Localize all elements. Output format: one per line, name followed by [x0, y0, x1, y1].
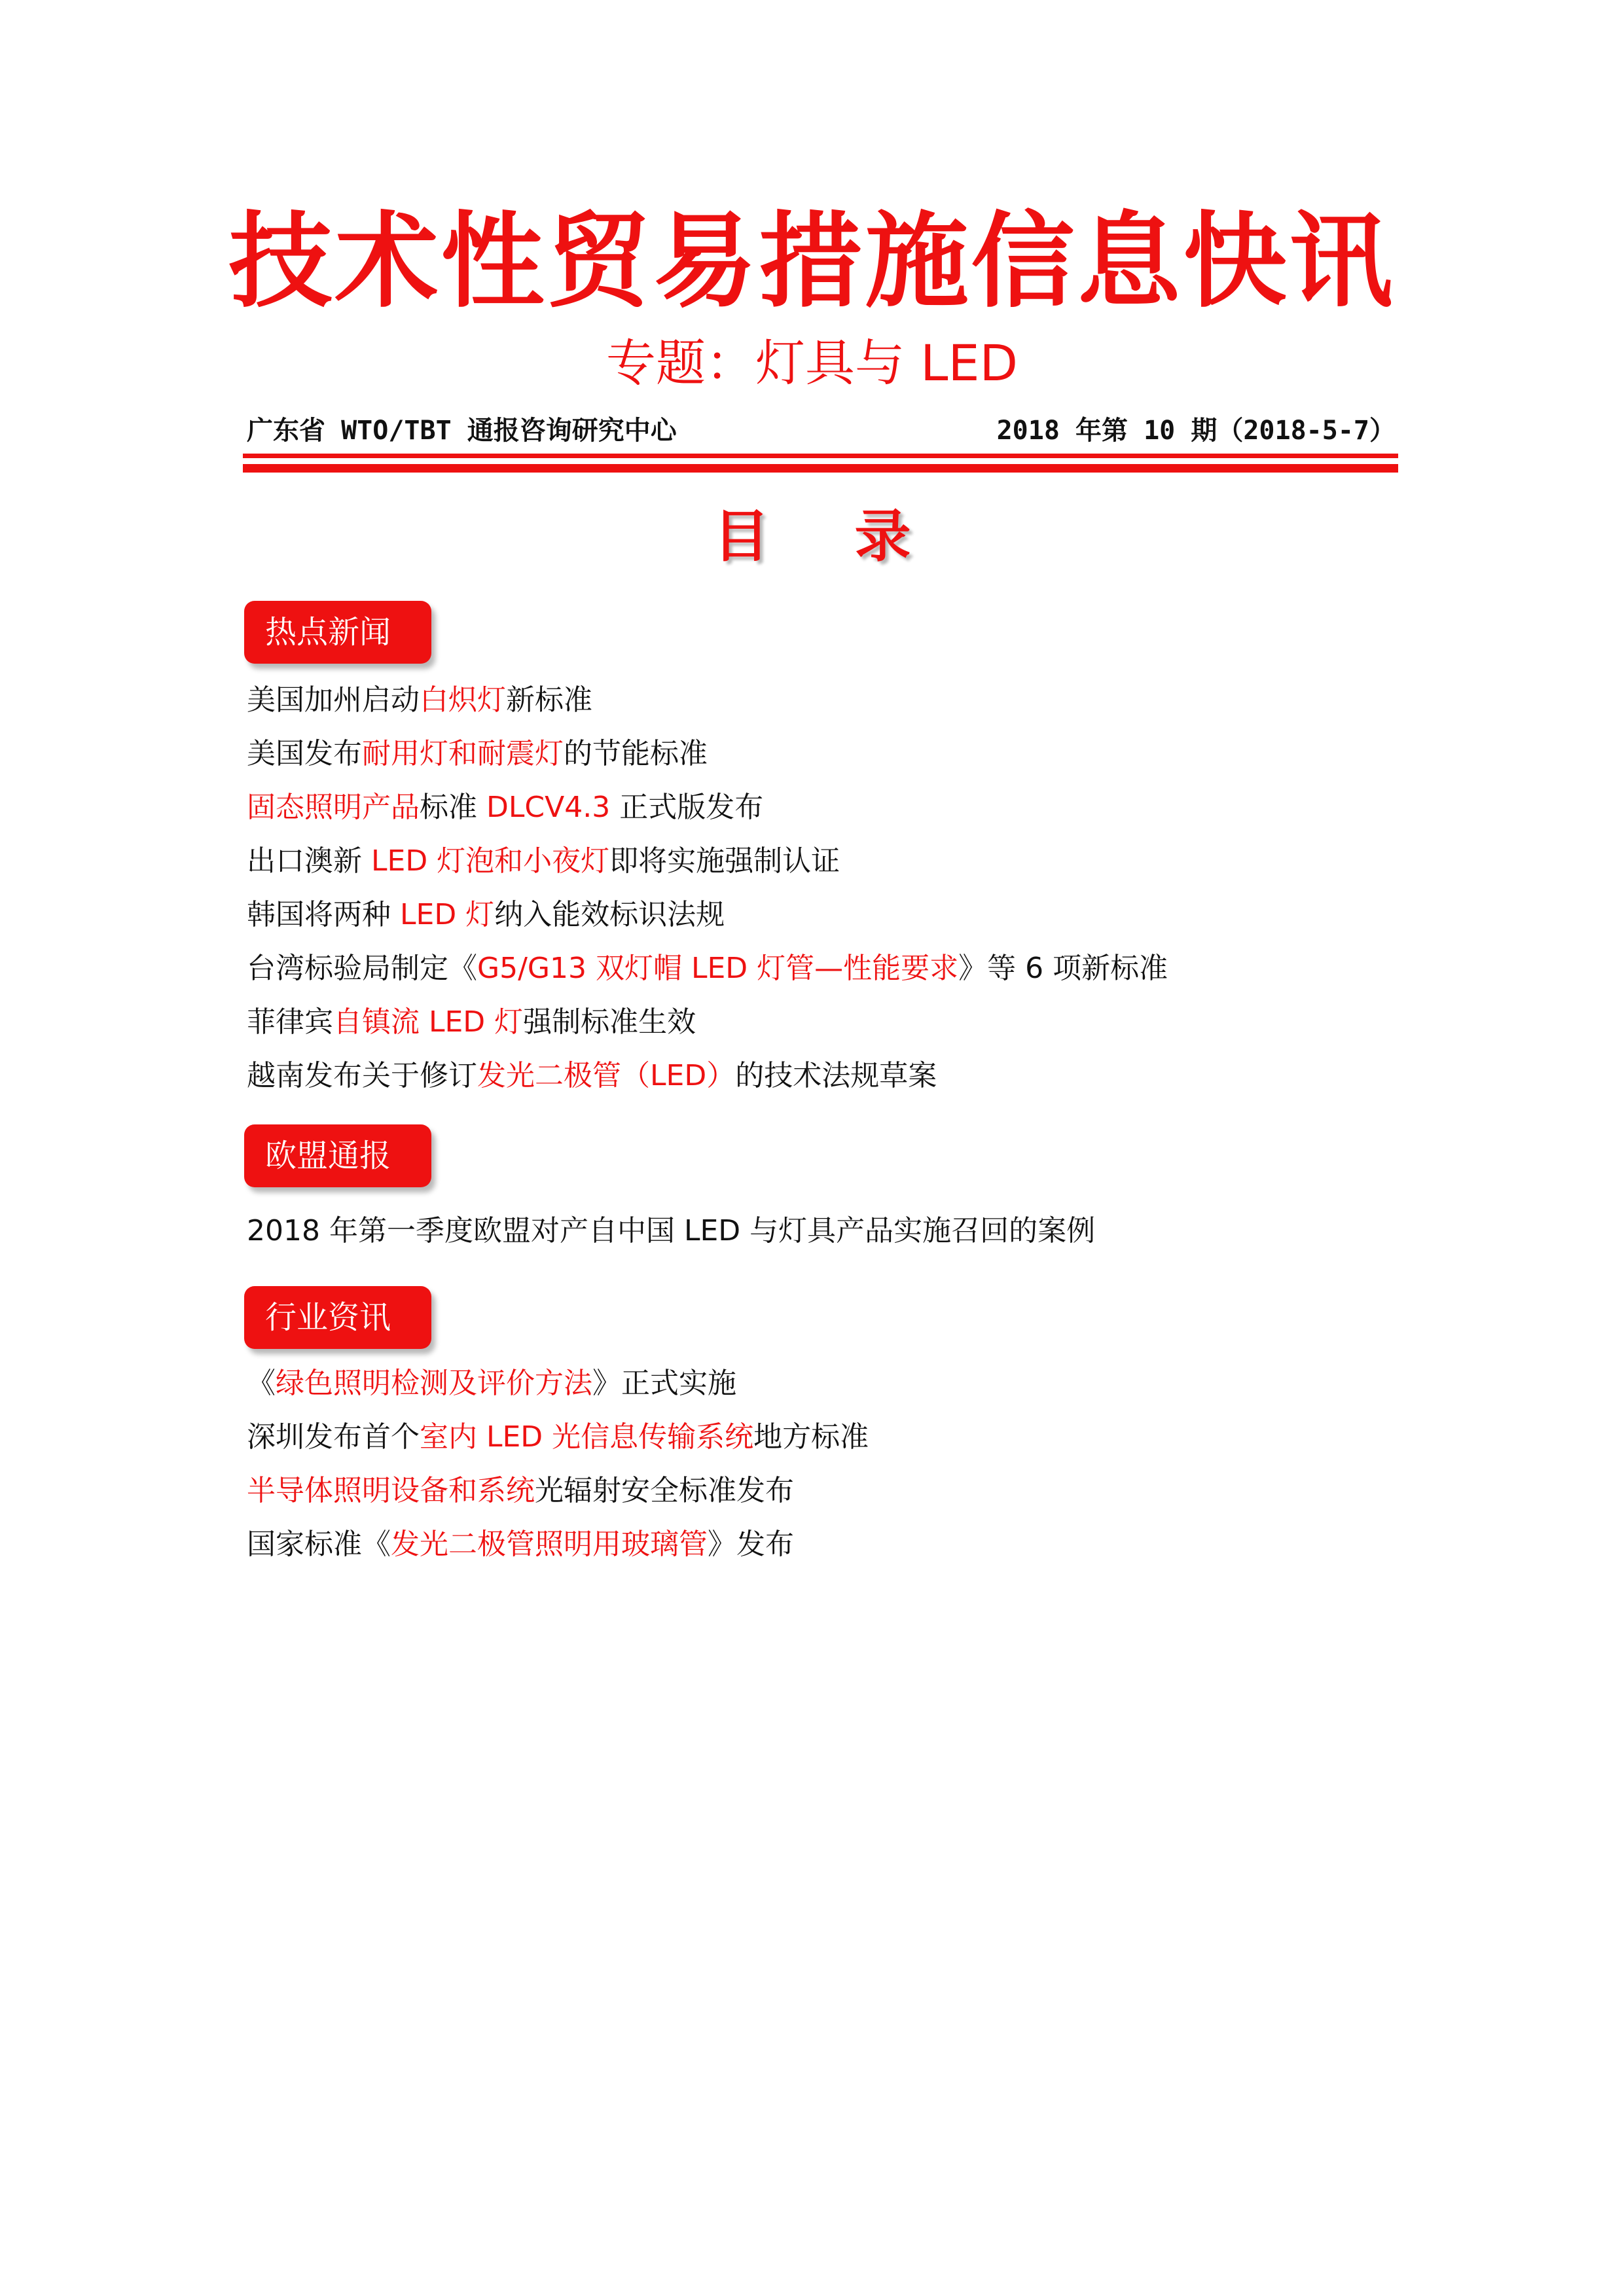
- header-divider-thick: [243, 464, 1398, 473]
- section-badge-hot-news: 热点新闻: [244, 601, 431, 664]
- toc-item-highlight: 耐用灯和耐震灯: [362, 737, 564, 770]
- toc-item[interactable]: [247, 895, 725, 935]
- masthead-meta: [247, 409, 1396, 452]
- issue-number: 2018 年第 10 期（2018-5-7）: [996, 416, 1396, 446]
- toc-item-text: 光辐射安全标准发布: [535, 1474, 794, 1507]
- header-divider-thin: [243, 454, 1398, 458]
- toc-item-text: 》发布: [708, 1528, 794, 1561]
- toc-item-highlight: 固态照明产品: [247, 791, 420, 824]
- toc-item-text: 2018 年第一季度欧盟对产自中国 LED 与灯具产品实施召回的案例: [247, 1214, 1096, 1247]
- toc-item-text: 越南发布关于修订: [247, 1059, 477, 1092]
- toc-item-text: 出口澳新: [247, 844, 371, 878]
- toc-item-text: 韩国将两种: [247, 898, 400, 931]
- toc-item-text: 标准: [420, 791, 486, 824]
- toc-item-highlight: 白炽灯: [420, 683, 506, 717]
- toc-title: 目录: [713, 503, 996, 569]
- toc-item-text: 》等 6 项新标准: [958, 952, 1168, 985]
- toc-item-text: 台湾标验局制定《: [247, 952, 477, 985]
- toc-item-text: 的节能标准: [564, 737, 708, 770]
- toc-item[interactable]: [247, 842, 840, 881]
- toc-item-text: 的技术法规草案: [735, 1059, 937, 1092]
- toc-item[interactable]: [247, 1418, 869, 1457]
- toc-item[interactable]: [247, 788, 763, 827]
- toc-item-highlight: 发光二极管照明用玻璃管: [391, 1528, 708, 1561]
- toc-item[interactable]: [247, 734, 708, 774]
- toc-item[interactable]: [247, 1056, 937, 1096]
- toc-item-text: 正式版发布: [610, 791, 764, 824]
- toc-item[interactable]: [247, 949, 1168, 988]
- organization-name: 广东省 WTO/TBT 通报咨询研究中心: [247, 416, 677, 446]
- toc-item-highlight: 半导体照明设备和系统: [247, 1474, 535, 1507]
- toc-item-text: 即将实施强制认证: [609, 844, 840, 878]
- toc-item-text: 强制标准生效: [523, 1005, 696, 1039]
- section-badge-industry-news: 行业资讯: [244, 1286, 431, 1349]
- toc-item-text: 深圳发布首个: [247, 1420, 420, 1454]
- toc-item[interactable]: [247, 1364, 736, 1403]
- toc-item-text: 地方标准: [753, 1420, 869, 1454]
- toc-item-highlight: 室内 LED 光信息传输系统: [420, 1420, 754, 1454]
- toc-item[interactable]: [247, 1471, 794, 1511]
- toc-item[interactable]: [247, 1003, 696, 1042]
- newsletter-subtitle: 专题：灯具与 LED: [605, 334, 1019, 392]
- toc-item-highlight: LED 灯: [400, 898, 495, 931]
- toc-item-highlight: LED 灯泡和小夜灯: [371, 844, 610, 878]
- toc-item-text: 菲律宾: [247, 1005, 333, 1039]
- toc-item-highlight: DLCV4.3: [486, 791, 611, 824]
- toc-item-text: 国家标准《: [247, 1528, 391, 1561]
- section-badge-eu-notification: 欧盟通报: [244, 1124, 431, 1187]
- toc-item-highlight: 绿色照明检测及评价方法: [276, 1367, 592, 1400]
- toc-item[interactable]: [247, 1525, 794, 1564]
- toc-item-text: 《: [247, 1367, 276, 1400]
- toc-item-highlight: 自镇流 LED 灯: [333, 1005, 524, 1039]
- toc-item-highlight: 发光二极管（LED）: [477, 1059, 736, 1092]
- toc-item-text: 美国加州启动: [247, 683, 420, 717]
- toc-item-text: 美国发布: [247, 737, 362, 770]
- toc-item-text: 新标准: [506, 683, 592, 717]
- toc-item-highlight: G5/G13 双灯帽 LED 灯管—性能要求: [477, 952, 959, 985]
- toc-item[interactable]: [247, 1211, 1095, 1251]
- toc-item-text: 》正式实施: [592, 1367, 736, 1400]
- newsletter-title: 技术性贸易措施信息快讯: [228, 202, 1396, 322]
- toc-item-text: 纳入能效标识法规: [494, 898, 725, 931]
- toc-item[interactable]: [247, 681, 592, 720]
